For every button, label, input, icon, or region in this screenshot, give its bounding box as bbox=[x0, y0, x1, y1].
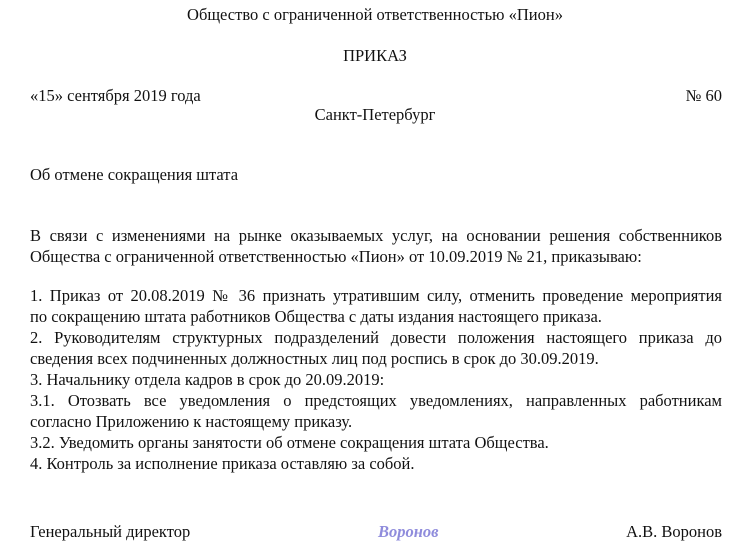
document-date: «15» сентября 2019 года bbox=[30, 86, 201, 105]
preamble bbox=[30, 225, 722, 267]
order-item-3-2 bbox=[30, 432, 722, 453]
order-item-3-1 bbox=[30, 390, 722, 432]
order-item-line: 2. Руководителям структурных подразделений довести положения настоящего приказа до bbox=[30, 328, 722, 347]
order-item-1 bbox=[30, 285, 722, 327]
order-item-line: по сокращению штата работников Общества с даты издания настоящего приказа. bbox=[30, 307, 602, 326]
order-items bbox=[30, 285, 722, 474]
order-item-line: 4. Контроль за исполнение приказа оставляю за собой. bbox=[30, 454, 415, 473]
document-subject: Об отмене сокращения штата bbox=[30, 165, 239, 184]
order-item-line: 3.2. Уведомить органы занятости об отмене сокращения штата Общества. bbox=[30, 433, 549, 452]
signer-position: Генеральный директор bbox=[30, 522, 191, 541]
signer-name: А.В. Воронов bbox=[626, 522, 722, 541]
order-item-line: 1. Приказ от 20.08.2019 № 36 признать утратившим силу, отменить проведение мероприятия bbox=[30, 286, 722, 305]
preamble-line: Общества с ограниченной ответственностью «Пион» от 10.09.2019 № 21, приказываю: bbox=[30, 247, 642, 266]
document-number: № 60 bbox=[685, 86, 722, 105]
preamble-line: В связи с изменениями на рынке оказываемых услуг, на основании решения собственников bbox=[30, 226, 722, 245]
document-city: Санкт-Петербург bbox=[314, 105, 436, 124]
order-item-line: 3.1. Отозвать все уведомления о предстоящих уведомлениях, направленных работникам bbox=[30, 391, 722, 410]
organization-name: Общество с ограниченной ответственностью «Пион» bbox=[187, 5, 563, 24]
order-item-2 bbox=[30, 327, 722, 369]
order-item-line: 3. Начальнику отдела кадров в срок до 20.09.2019: bbox=[30, 370, 385, 389]
order-item-line: сведения всех подчиненных должностных лиц под роспись в срок до 30.09.2019. bbox=[30, 349, 599, 368]
handwritten-signature: Воронов bbox=[378, 522, 439, 541]
order-item-3 bbox=[30, 369, 722, 390]
order-item-line: согласно Приложению к настоящему приказу. bbox=[30, 412, 353, 431]
document-title: ПРИКАЗ bbox=[343, 46, 407, 65]
order-item-4 bbox=[30, 453, 722, 474]
